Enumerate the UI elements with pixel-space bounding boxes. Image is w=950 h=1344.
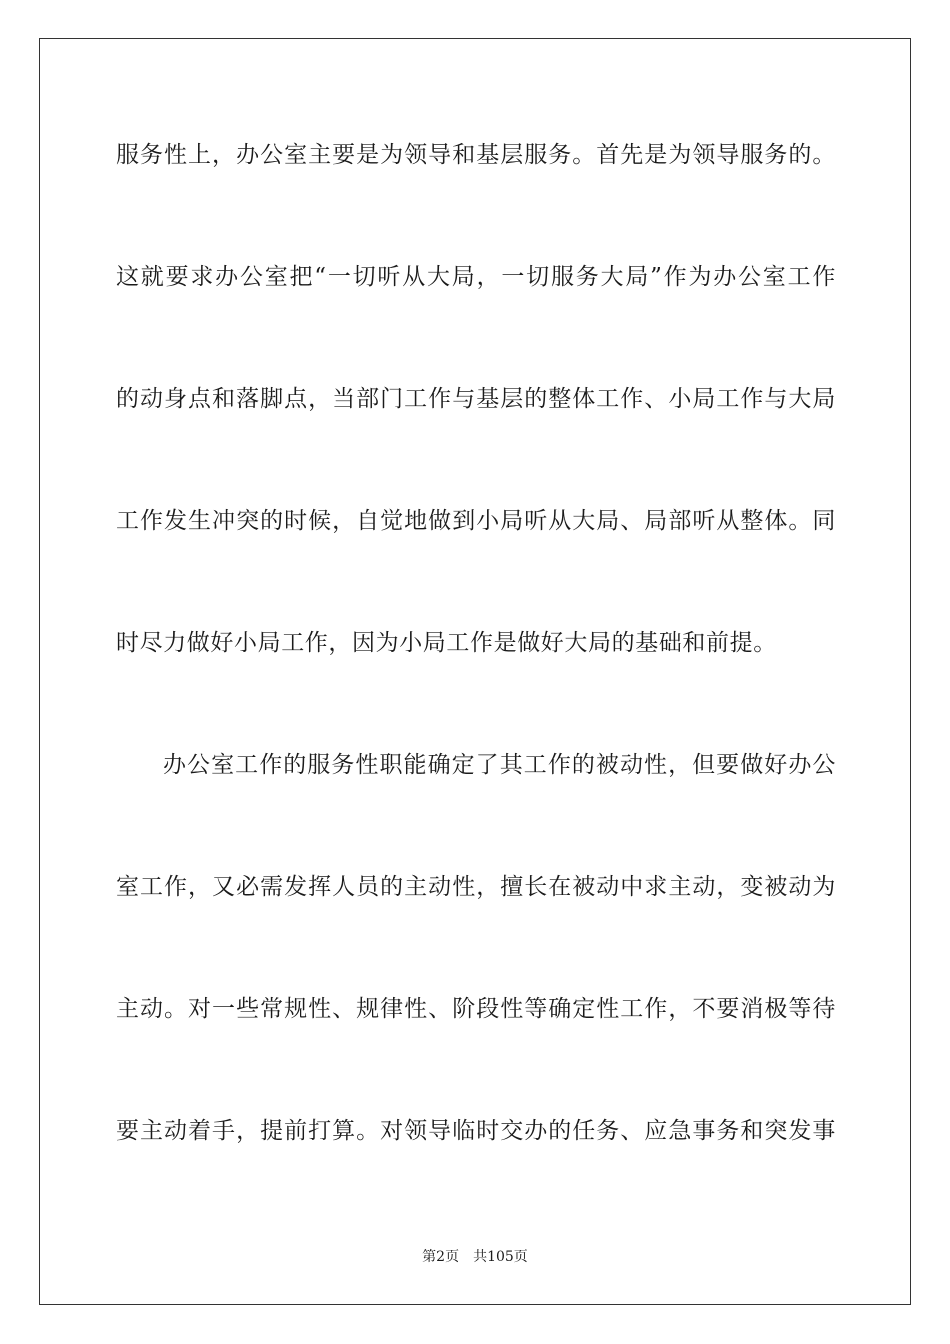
body-line-5: 时尽力做好小局工作，因为小局工作是做好大局的基础和前提。 — [116, 630, 777, 656]
body-line-4: 工作发生冲突的时候，自觉地做到小局听从大局、局部听从整体。同 — [116, 508, 836, 534]
body-line-6: 办公室工作的服务性职能确定了其工作的被动性，但要做好办公 — [163, 752, 836, 778]
body-line-2: 这就要求办公室把“一切听从大局，一切服务大局”作为办公室工作 — [116, 264, 836, 290]
body-line-7: 室工作，又必需发挥人员的主动性，擅长在被动中求主动，变被动为 — [116, 874, 836, 900]
page-number: 第2页 共105页 — [422, 1249, 528, 1265]
body-line-9: 要主动着手，提前打算。对领导临时交办的任务、应急事务和突发事 — [116, 1118, 836, 1144]
body-line-3: 的动身点和落脚点，当部门工作与基层的整体工作、小局工作与大局 — [116, 386, 836, 412]
body-line-1: 服务性上，办公室主要是为领导和基层服务。首先是为领导服务的。 — [116, 142, 836, 168]
document-body — [116, 125, 836, 1223]
body-line-8: 主动。对一些常规性、规律性、阶段性等确定性工作，不要消极等待 — [116, 996, 836, 1022]
